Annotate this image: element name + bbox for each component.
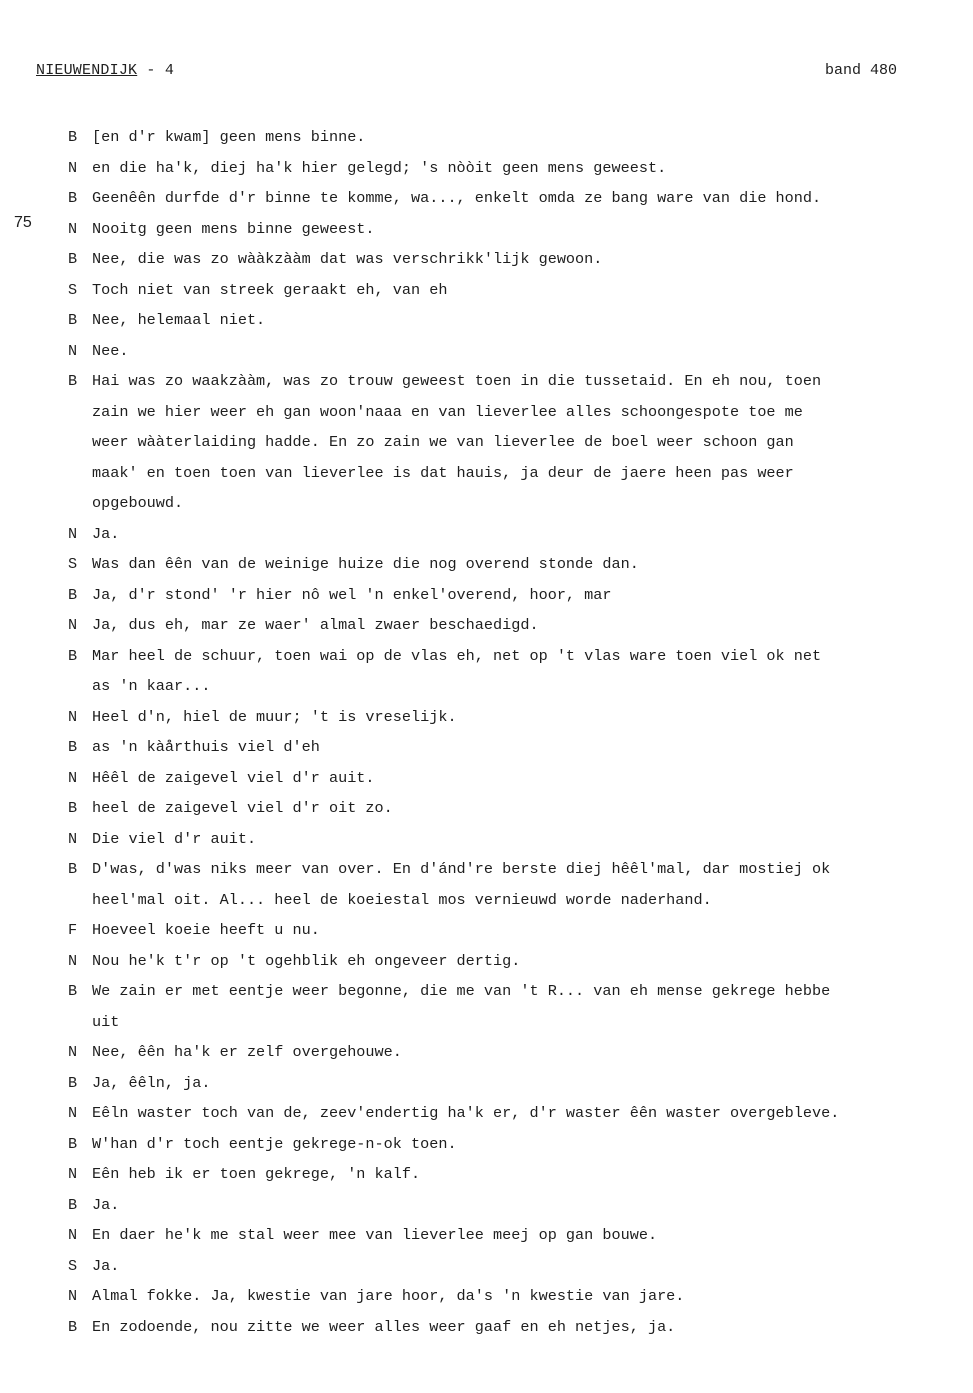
- transcript-line: Nee, êên ha'k er zelf overgehouwe.: [92, 1043, 402, 1061]
- turn-text: [92, 214, 375, 245]
- transcript-turn: [68, 702, 968, 733]
- transcript-line: Nee.: [92, 341, 129, 360]
- transcript-turn: [68, 1190, 968, 1221]
- page-header-title: [36, 62, 174, 79]
- turn-text: [92, 1281, 684, 1312]
- speaker-label: B: [68, 799, 78, 817]
- transcript-turn: [68, 214, 968, 245]
- speaker-label: B: [68, 128, 78, 146]
- transcript-line: maak' en toen toen van lieverlee is dat hauis, ja deur de jaere heen pas weer: [92, 463, 794, 482]
- transcript-line: as 'n kàårthuis viel d'eh: [92, 738, 320, 756]
- turn-text: [92, 641, 821, 702]
- turn-text: [92, 183, 821, 214]
- speaker-label: N: [68, 829, 78, 848]
- transcript-turn: [68, 580, 968, 611]
- speaker-label: S: [68, 1256, 78, 1275]
- transcript-turn: [68, 1037, 968, 1068]
- transcript-line: D'was, d'was niks meer van over. En d'ánd're berste diej hêêl'mal, dar mostiej ok: [92, 860, 831, 878]
- page-number: - 4: [146, 62, 175, 79]
- speaker-label: N: [68, 1165, 78, 1183]
- speaker-label: B: [68, 1073, 78, 1092]
- turn-text: [92, 1220, 657, 1251]
- turn-text: [92, 1159, 420, 1190]
- turn-text: [92, 275, 447, 306]
- turn-text: [92, 549, 639, 580]
- transcript-line: Nee, die was zo wààkzààm dat was verschrikk'lijk gewoon.: [92, 250, 603, 268]
- transcript-line: Nee, helemaal niet.: [92, 311, 266, 329]
- transcript-turn: [68, 519, 968, 550]
- speaker-label: B: [68, 1195, 78, 1214]
- speaker-label: F: [68, 921, 78, 939]
- transcript-turn: [68, 153, 968, 184]
- tape-number: band 480: [824, 62, 897, 79]
- transcript-turn: [68, 1312, 968, 1343]
- transcript-line: Almal fokke. Ja, kwestie van jare hoor, da's 'n kwestie van jare.: [92, 1287, 685, 1305]
- margin-line-number: 75: [14, 214, 32, 231]
- turn-text: [92, 1068, 210, 1099]
- turn-text: [92, 793, 393, 824]
- transcript-turn: [68, 1159, 968, 1190]
- speaker-label: B: [68, 646, 78, 665]
- speaker-label: N: [68, 219, 78, 238]
- speaker-label: B: [68, 311, 78, 329]
- transcript-turn: [68, 1251, 968, 1282]
- speaker-label: B: [68, 250, 78, 268]
- turn-text: [92, 580, 612, 611]
- turn-text: [92, 366, 821, 519]
- transcript-line: Mar heel de schuur, toen wai op de vlas eh, net op 't vlas ware toen viel ok net: [92, 646, 822, 665]
- transcript-line: Ja.: [92, 524, 120, 543]
- transcript-turn: [68, 641, 968, 702]
- transcript-line: Heel d'n, hiel de muur; 't is vreselijk.: [92, 707, 457, 726]
- transcript-turn: [68, 732, 968, 763]
- transcript-turn: [68, 1098, 968, 1129]
- transcript-line: Hoeveel koeie heeft u nu.: [92, 921, 320, 939]
- transcript-turn: [68, 1068, 968, 1099]
- speaker-label: N: [68, 1104, 78, 1122]
- transcript-line: en die ha'k, diej ha'k hier gelegd; 's nòòit geen mens geweest.: [92, 158, 667, 177]
- turn-text: [92, 732, 320, 763]
- transcript-turn: [68, 1281, 968, 1312]
- transcript-line: Eêln waster toch van de, zeev'endertig ha'k er, d'r waster êên waster overgebleve.: [92, 1104, 840, 1122]
- transcript-line: heel de zaigevel viel d'r oit zo.: [92, 799, 393, 817]
- transcript-turn: [68, 336, 968, 367]
- transcript-line: heel'mal oit. Al... heel de koeiestal mos vernieuwd worde naderhand.: [92, 890, 712, 909]
- transcript-turn: [68, 946, 968, 977]
- speaker-label: S: [68, 555, 78, 573]
- speaker-label: N: [68, 1226, 78, 1244]
- transcript-line: We zain er met eentje weer begonne, die me van 't R... van eh mense gekrege hebbe: [92, 982, 831, 1000]
- transcript-line: Was dan êên van de weinige huize die nog overend stonde dan.: [92, 555, 639, 573]
- turn-text: [92, 1312, 675, 1343]
- transcript-turn: [68, 244, 968, 275]
- turn-text: [92, 122, 365, 153]
- speaker-label: N: [68, 768, 78, 787]
- transcript-line: En zodoende, nou zitte we weer alles weer gaaf en eh netjes, ja.: [92, 1317, 676, 1336]
- turn-text: [92, 763, 375, 794]
- speaker-label: B: [68, 372, 78, 390]
- transcript-line: Ja, d'r stond' 'r hier nô wel 'n enkel'overend, hoor, mar: [92, 585, 612, 604]
- turn-text: [92, 305, 265, 336]
- speaker-label: B: [68, 1134, 78, 1153]
- transcript-turn: [68, 1129, 968, 1160]
- speaker-label: B: [68, 982, 78, 1000]
- speaker-label: N: [68, 707, 78, 726]
- transcript-turn: [68, 824, 968, 855]
- speaker-label: N: [68, 616, 78, 634]
- transcript-turn: [68, 610, 968, 641]
- turn-text: [92, 519, 119, 550]
- transcript-turn: [68, 275, 968, 306]
- speaker-label: B: [68, 860, 78, 878]
- transcript-line: W'han d'r toch eentje gekrege-n-ok toen.: [92, 1134, 457, 1153]
- turn-text: [92, 610, 539, 641]
- transcript-turn: [68, 854, 968, 915]
- transcript-line: Toch niet van streek geraakt eh, van eh: [92, 280, 448, 299]
- turn-text: [92, 153, 666, 184]
- transcript-turn: [68, 1220, 968, 1251]
- transcript-line: Ja.: [92, 1195, 120, 1214]
- transcript-line: Eên heb ik er toen gekrege, 'n kalf.: [92, 1165, 421, 1183]
- speaker-label: B: [68, 585, 78, 604]
- transcript-line: Ja.: [92, 1256, 120, 1275]
- turn-text: [92, 244, 602, 275]
- transcript-line: En daer he'k me stal weer mee van lieverlee meej op gan bouwe.: [92, 1226, 658, 1244]
- speaker-label: N: [68, 951, 78, 970]
- speaker-label: N: [68, 341, 78, 360]
- transcript-turn: [68, 122, 968, 153]
- transcript-line: weer wààterlaiding hadde. En zo zain we van lieverlee de boel weer schoon gan: [92, 433, 794, 451]
- document-title: NIEUWENDIJK: [36, 62, 138, 79]
- transcript-line: opgebouwd.: [92, 494, 184, 512]
- turn-text: [92, 1037, 402, 1068]
- speaker-label: N: [68, 1043, 78, 1061]
- transcript-line: Die viel d'r auit.: [92, 829, 257, 848]
- transcript-turn: [68, 366, 968, 519]
- turn-text: [92, 336, 128, 367]
- turn-text: [92, 1251, 119, 1282]
- transcript-turn: [68, 976, 968, 1037]
- transcript-line: Hêêl de zaigevel viel d'r auit.: [92, 768, 375, 787]
- transcript-turn: [68, 549, 968, 580]
- turn-text: [92, 702, 457, 733]
- transcript-line: Nooitg geen mens binne geweest.: [92, 219, 375, 238]
- transcript-line: as 'n kaar...: [92, 677, 211, 695]
- speaker-label: N: [68, 524, 78, 543]
- speaker-label: S: [68, 280, 78, 299]
- turn-text: [92, 824, 256, 855]
- transcript-turn: [68, 915, 968, 946]
- transcript-turn: [68, 305, 968, 336]
- transcript-turn: [68, 793, 968, 824]
- speaker-label: B: [68, 1317, 78, 1336]
- transcript-line: Hai was zo waakzààm, was zo trouw geweest toen in die tussetaid. En eh nou, toen: [92, 372, 822, 390]
- transcript-turn: [68, 183, 968, 214]
- turn-text: [92, 1098, 839, 1129]
- transcript-line: [en d'r kwam] geen mens binne.: [92, 128, 366, 146]
- transcript-body: [68, 122, 968, 1342]
- transcript-turn: [68, 763, 968, 794]
- transcript-line: uit: [92, 1012, 120, 1031]
- turn-text: [92, 915, 320, 946]
- turn-text: [92, 946, 520, 977]
- speaker-label: B: [68, 189, 78, 207]
- turn-text: [92, 1190, 119, 1221]
- speaker-label: N: [68, 1287, 78, 1305]
- transcript-line: Ja, dus eh, mar ze waer' almal zwaer beschaedigd.: [92, 616, 539, 634]
- transcript-line: Ja, êêln, ja.: [92, 1073, 211, 1092]
- turn-text: [92, 1129, 457, 1160]
- transcript-line: Nou he'k t'r op 't ogehblik eh ongeveer dertig.: [92, 951, 521, 970]
- turn-text: [92, 976, 830, 1037]
- turn-text: [92, 854, 830, 915]
- speaker-label: B: [68, 738, 78, 756]
- speaker-label: N: [68, 158, 78, 177]
- transcript-line: Geenêên durfde d'r binne te komme, wa..., enkelt omda ze bang ware van die hond.: [92, 189, 822, 207]
- transcript-line: zain we hier weer eh gan woon'naaa en van lieverlee alles schoongespote toe me: [92, 402, 803, 421]
